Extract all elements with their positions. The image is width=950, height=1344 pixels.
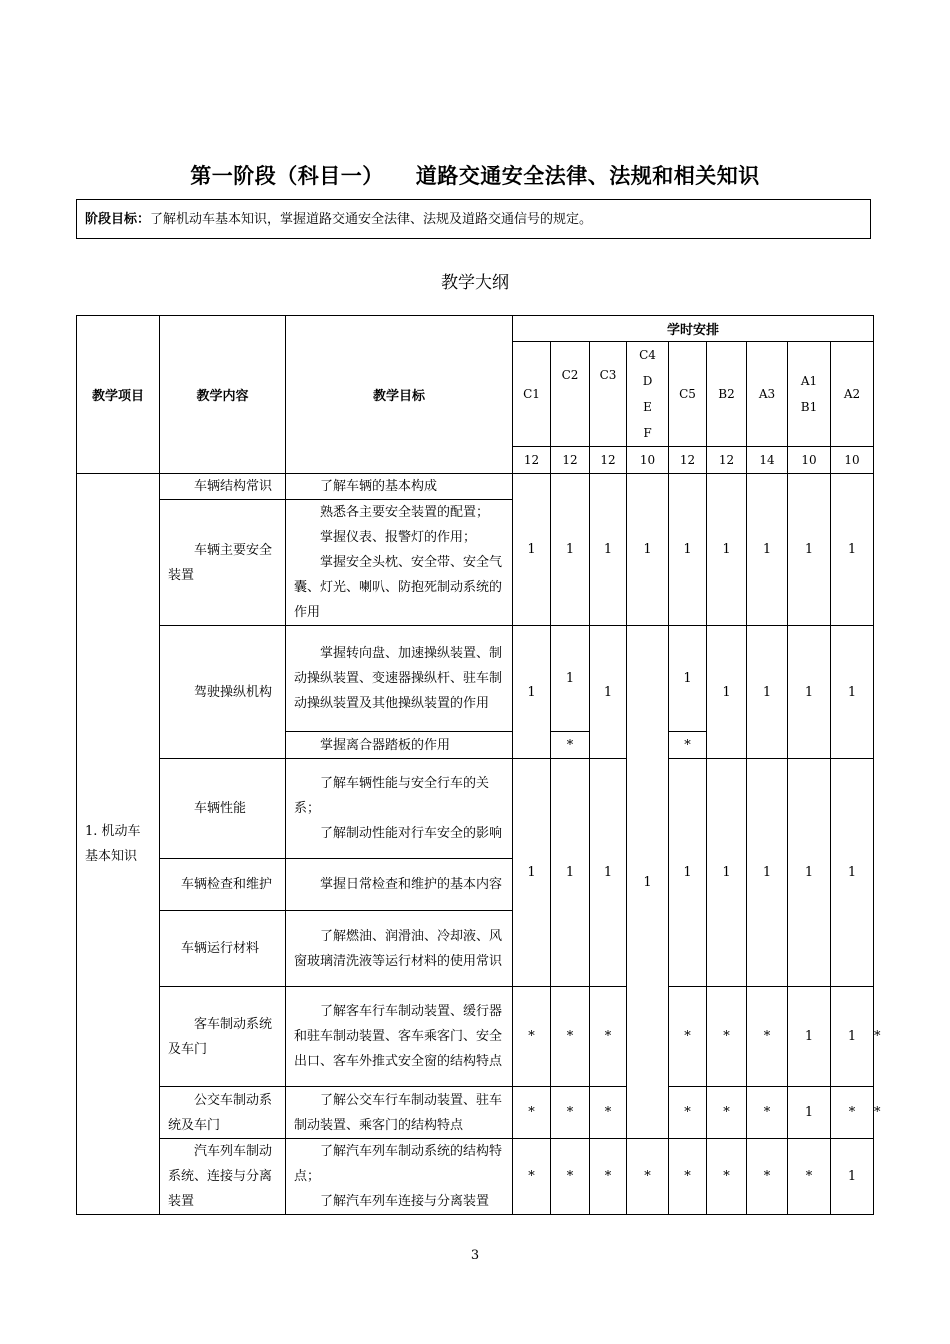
hours-c3: 12 — [590, 447, 627, 474]
hours-cdef: 10 — [627, 447, 669, 474]
value-cell: 1 — [747, 759, 788, 987]
value-cell: * — [551, 987, 590, 1087]
goal-cell: 了解燃油、润滑油、冷却液、风窗玻璃清洗液等运行材料的使用常识 — [286, 911, 513, 987]
value-cell: 1 — [788, 1087, 831, 1139]
license-c4: C4 — [639, 348, 656, 362]
title-stage: 第一阶段（科目一） — [190, 164, 384, 188]
goal-cell: 掌握日常检查和维护的基本内容 — [286, 859, 513, 911]
value-cell: * — [747, 1087, 788, 1139]
value-cell: * — [707, 1139, 747, 1215]
hours-c1: 12 — [513, 447, 551, 474]
value-cell: * — [551, 1087, 590, 1139]
content-cell: 车辆检查和维护 — [160, 859, 286, 911]
value-cell: * — [707, 1087, 747, 1139]
content-cell: 车辆结构常识 — [160, 474, 286, 500]
value-cell: * — [747, 987, 788, 1087]
hours-c5: 12 — [669, 447, 707, 474]
header-row-1 — [77, 316, 874, 342]
hours-c2: 12 — [551, 447, 590, 474]
value-cell: 1 — [707, 626, 747, 759]
value-cell: * — [747, 1139, 788, 1215]
value-cell: 1 — [551, 474, 590, 626]
value-cell: * — [627, 1139, 669, 1215]
stage-goal-text: 了解机动车基本知识，掌握道路交通安全法律、法规及道路交通信号的规定。 — [150, 212, 593, 227]
goal-cell: 了解车辆性能与安全行车的关系； 了解制动性能对行车安全的影响 — [286, 759, 513, 859]
value-cell: 1 — [590, 474, 627, 626]
goal-cell: 掌握离合器踏板的作用 — [286, 732, 513, 759]
hours-a2: 10 — [831, 447, 874, 474]
value-cell: * — [513, 987, 551, 1087]
value-cell: 1 — [669, 759, 707, 987]
table-row — [77, 759, 874, 859]
license-cdef — [627, 342, 669, 447]
value-cell: * — [707, 987, 747, 1087]
syllabus-title: 教学大纲 — [441, 273, 509, 293]
value-cell: 1 — [788, 987, 831, 1087]
goal-cell: 了解汽车列车制动系统的结构特点； 了解汽车列车连接与分离装置 — [286, 1139, 513, 1215]
content-cell: 车辆运行材料 — [160, 911, 286, 987]
value-cell: 1 — [513, 759, 551, 987]
license-f: F — [643, 426, 652, 440]
page-title — [0, 160, 950, 190]
value-cell: 1 — [513, 474, 551, 626]
value-cell: * — [590, 1087, 627, 1139]
value-cell: * — [669, 1087, 707, 1139]
value-cell: 1 — [707, 759, 747, 987]
hours-a3: 14 — [747, 447, 788, 474]
hours-a1b1: 10 — [788, 447, 831, 474]
value-cell: 1 — [831, 759, 874, 987]
table-row: 公交车制动系统及车门 了解公交车行车制动装置、驻车制动装置、乘客门的结构特点 * * * * * * 1 * * — [77, 1087, 874, 1139]
value-cell: * — [551, 1139, 590, 1215]
header-hours: 学时安排 — [513, 316, 874, 342]
table-row — [77, 626, 874, 732]
value-cell: * — [788, 1139, 831, 1215]
header-content: 教学内容 — [160, 316, 286, 474]
stage-goal-label: 阶段目标： — [85, 212, 151, 227]
title-subject: 道路交通安全法律、法规和相关知识 — [415, 164, 760, 188]
license-a3: A3 — [747, 342, 788, 447]
license-c1: C1 — [513, 342, 551, 447]
license-c2: C2 — [551, 342, 590, 447]
value-cell: * — [669, 1139, 707, 1215]
stage-goal-box — [76, 199, 871, 239]
value-cell: 1 — [590, 759, 627, 987]
content-cell: 汽车列车制动系统、连接与分离装置 — [160, 1139, 286, 1215]
value-cell: 1 — [551, 759, 590, 987]
header-project: 教学项目 — [77, 316, 160, 474]
value-cell: * — [551, 732, 590, 759]
content-cell: 驾驶操纵机构 — [160, 626, 286, 759]
value-cell: * — [669, 987, 707, 1087]
value-cell: 1 — [707, 474, 747, 626]
content-cell: 公交车制动系统及车门 — [160, 1087, 286, 1139]
goal-cell: 熟悉各主要安全装置的配置； 掌握仪表、报警灯的作用； 掌握安全头枕、安全带、安全气囊、灯光、喇叭、防抱死制动系统的作用 — [286, 500, 513, 626]
value-cell: 1 — [513, 626, 551, 759]
value-cell: 1 — [627, 474, 669, 626]
license-a2: A2 — [831, 342, 874, 447]
value-cell: 1 — [747, 626, 788, 759]
value-cell: 1 — [788, 626, 831, 759]
table-row — [77, 1139, 874, 1215]
value-cell: 1 — [669, 474, 707, 626]
value-cell: * — [513, 1087, 551, 1139]
value-cell: * — [513, 1139, 551, 1215]
value-cell: 1 — [551, 626, 590, 732]
value-cell: 1 — [831, 626, 874, 759]
table-row: 客车制动系统及车门 了解客车行车制动装置、缓行器和驻车制动装置、客车乘客门、安全出口、客车外推式安全窗的结构特点 * * * * * * 1 1 * — [77, 987, 874, 1087]
license-a1: A1 — [800, 374, 818, 388]
license-e: E — [643, 400, 652, 414]
table-row — [77, 474, 874, 500]
value-cell: 1 — [590, 626, 627, 759]
project-name: 1. 机动车基本知识 — [77, 474, 160, 1215]
content-cell: 车辆性能 — [160, 759, 286, 859]
value-cell: 1 — [788, 759, 831, 987]
value-cell: 1 — [788, 474, 831, 626]
value-cell: * — [831, 1087, 874, 1139]
license-d: D — [642, 374, 653, 388]
value-cell: * — [590, 1139, 627, 1215]
hours-b2: 12 — [707, 447, 747, 474]
content-cell: 车辆主要安全装置 — [160, 500, 286, 626]
goal-cell: 掌握转向盘、加速操纵装置、制动操纵装置、变速器操纵杆、驻车制动操纵装置及其他操纵装置的作用 — [286, 626, 513, 732]
value-cell: 1 — [831, 1139, 874, 1215]
value-cell: * — [669, 732, 707, 759]
value-cell: 1 — [831, 474, 874, 626]
value-cell: 1 — [627, 626, 669, 1139]
license-a1b1 — [788, 342, 831, 447]
goal-cell: 了解客车行车制动装置、缓行器和驻车制动装置、客车乘客门、安全出口、客车外推式安全窗的结构特点 — [286, 987, 513, 1087]
page-number: 3 — [470, 1248, 480, 1263]
header-goal: 教学目标 — [286, 316, 513, 474]
value-cell: 1 — [747, 474, 788, 626]
goal-cell: 了解公交车行车制动装置、驻车制动装置、乘客门的结构特点 — [286, 1087, 513, 1139]
syllabus-table — [76, 315, 881, 1215]
license-c3: C3 — [590, 342, 627, 447]
value-cell: 1 — [831, 987, 874, 1087]
license-b2: B2 — [707, 342, 747, 447]
license-c5: C5 — [669, 342, 707, 447]
content-cell: 客车制动系统及车门 — [160, 987, 286, 1087]
goal-cell: 了解车辆的基本构成 — [286, 474, 513, 500]
value-cell: * — [590, 987, 627, 1087]
license-b1: B1 — [800, 400, 818, 414]
value-cell: 1 — [669, 626, 707, 732]
